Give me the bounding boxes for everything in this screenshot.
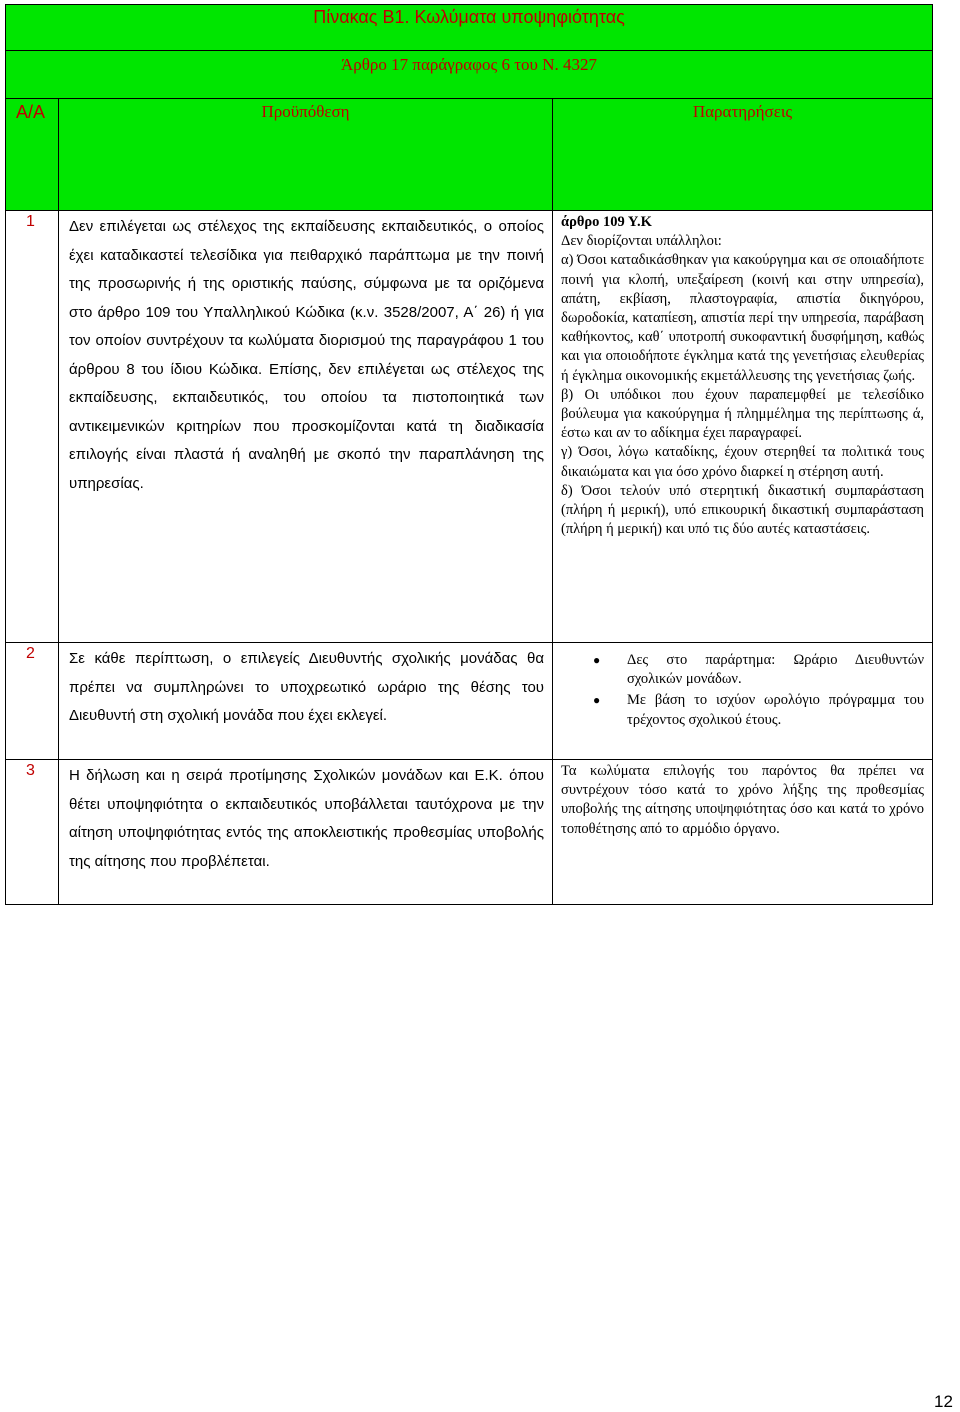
list-item xyxy=(593,691,925,729)
row-notes xyxy=(553,211,933,643)
table-title-row xyxy=(6,5,933,51)
row-number: 3 xyxy=(6,760,59,905)
row-notes: Τα κωλύματα επιλογής του παρόντος θα πρέπει να συντρέχουν τόσο κατά το χρόνο λήξης της προθεσμίας υποβολής της αίτησης υποψηφιότητας όσο και κατά το χρόνο τοποθέτησης από το αρμόδιο όργανο. xyxy=(553,760,933,905)
list-item xyxy=(593,651,925,689)
candidacy-impediments-table-wrapper xyxy=(5,4,932,905)
page-number: 12 xyxy=(934,1392,953,1411)
bullet-icon: ● xyxy=(593,653,601,667)
notes-paragraph: δ) Όσοι τελούν υπό στερητική δικαστική συμπαράσταση (πλήρη ή μερική), υπό επικουρική δικαστική συμπαράσταση (πλήρη ή μερική) και υπό τις δύο αυτές καταστάσεις. xyxy=(561,482,925,538)
table-title: Πίνακας Β1. Κωλύματα υποψηφιότητας xyxy=(6,5,933,51)
row-condition: Δεν επιλέγεται ως στέλεχος της εκπαίδευσης εκπαιδευτικός, ο οποίος έχει καταδικαστεί τελεσίδικα για πειθαρχικό παράπτωμα με την ποινή της προσωρινής ή της οριστικής παύσης, σύμφωνα με τα οριζόμενα στο άρθρο 109 του Υπαλληλικού Κώδικα (κ.ν. 3528/2007, Α΄ 26) ή για τον οποίον συντρέχουν τα κωλύματα διορισμού της παραγράφου 1 του άρθρου 8 του ίδιου Κώδικα. Επίσης, δεν επιλέγεται ως στέλεχος της εκπαίδευσης, εκπαιδευτικός, του οποίου τα πιστοποιητικά των αντικειμενικών κριτηρίων που προσκομίζονται κατά τη διαδικασία επιλογής είναι πλαστά ή αναληθή με σκοπό την παραπλάνηση της υπηρεσίας. xyxy=(59,211,553,643)
table-row xyxy=(6,211,933,643)
header-notes: Παρατηρήσεις xyxy=(553,99,933,211)
table-row xyxy=(6,643,933,760)
notes-bullet-list xyxy=(561,651,924,730)
notes-paragraph: α) Όσοι καταδικάσθηκαν για κακούργημα και σε οποιαδήποτε ποινή για κλοπή, υπεξαίρεση (κοινή και στην υπηρεσία), απάτη, εκβίαση, πλαστογραφία, απιστία δικηγόρου, δωροδοκία, καταπίεση, απιστία περί την υπηρεσία, παράβαση καθήκοντος, καθ΄ υποτροπή συκοφαντική δυσφήμηση, καθώς και για οποιοδήποτε έγκλημα κατά της γενετήσιας ελευθερίας ή έγκλημα οικονομικής εκμετάλλευσης της γενετήσιας ζωής. xyxy=(561,252,925,384)
row-condition: Σε κάθε περίπτωση, ο επιλεγείς Διευθυντής σχολικής μονάδας θα πρέπει να συμπληρώνει το υποχρεωτικό ωράριο της θέσης του Διευθυντή στη σχολική μονάδα που έχει εκλεγεί. xyxy=(59,643,553,760)
row-number: 1 xyxy=(6,211,59,643)
list-item-text: Με βάση το ισχύον ωρολόγιο πρόγραμμα του τρέχοντος σχολικού έτους. xyxy=(627,692,925,728)
row-number: 2 xyxy=(6,643,59,760)
table-subtitle: Άρθρο 17 παράγραφος 6 του Ν. 4327 xyxy=(6,51,933,99)
notes-paragraph: β) Οι υπόδικοι που έχουν παραπεμφθεί με τελεσίδικο βούλευμα για κακούργημα ή πλημμέλημα της περίπτωσης ά, έστω και αν το αδίκημα έχει παραγραφεί. xyxy=(561,386,925,442)
notes-paragraph: Δεν διορίζονται υπάλληλοι: xyxy=(561,233,722,250)
header-condition: Προϋπόθεση xyxy=(59,99,553,211)
notes-paragraph: γ) Όσοι, λόγω καταδίκης, έχουν στερηθεί τα πολιτικά τους δικαιώματα και για όσο χρόνο διαρκεί η στέρηση αυτή. xyxy=(561,444,925,480)
list-item-text: Δες στο παράρτημα: Ωράριο Διευθυντών σχολικών μονάδων. xyxy=(627,652,925,688)
candidacy-impediments-table xyxy=(5,4,933,905)
bullet-icon: ● xyxy=(593,693,601,708)
header-number: Α/Α xyxy=(6,99,59,211)
row-notes xyxy=(553,643,933,760)
table-header-row xyxy=(6,99,933,211)
notes-heading: άρθρο 109 Υ.Κ xyxy=(561,214,652,230)
row-condition: Η δήλωση και η σειρά προτίμησης Σχολικών μονάδων και Ε.Κ. όπου θέτει υποψηφιότητα ο εκπαιδευτικός υποβάλλεται ταυτόχρονα με την αίτηση υποψηφιότητας εντός της αποκλειστικής προθεσμίας υποβολής της αίτησης που προβλέπεται. xyxy=(59,760,553,905)
table-row xyxy=(6,760,933,905)
table-subtitle-row xyxy=(6,51,933,99)
